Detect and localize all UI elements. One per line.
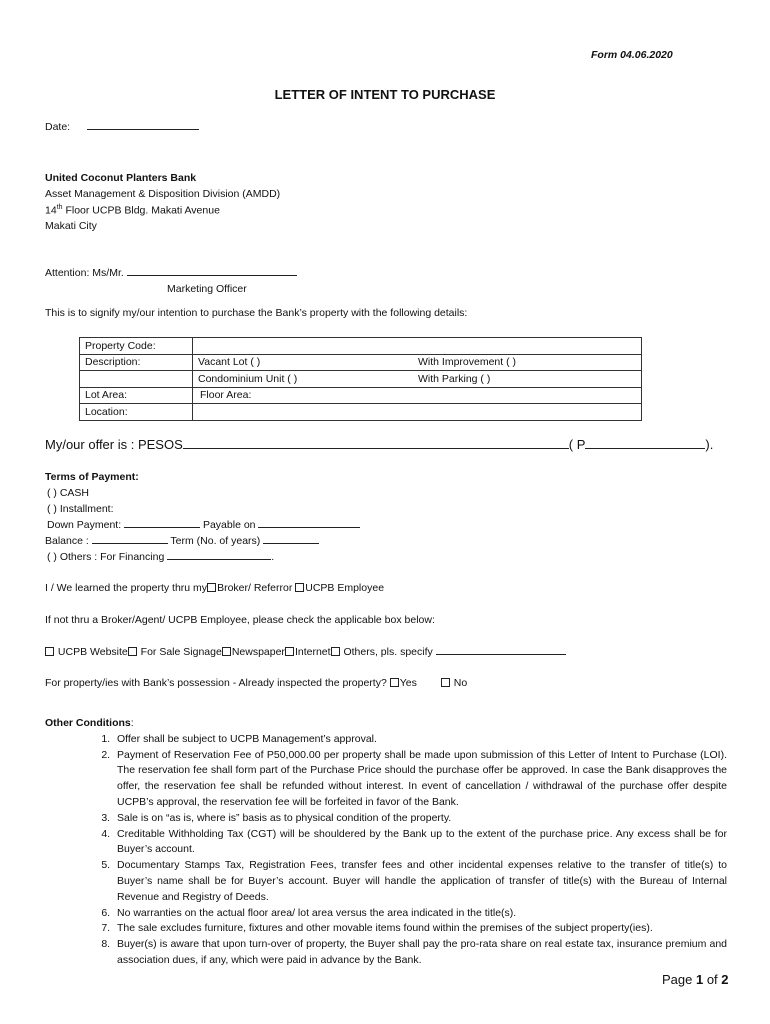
page-word: Page [662, 972, 696, 987]
others-checkbox[interactable] [331, 647, 340, 656]
with-improvement-option[interactable]: With Improvement ( ) [413, 354, 642, 371]
intro-text: This is to signify my/our intention to purchase the Bank’s property with the following details: [45, 307, 468, 319]
yes-label: Yes [399, 677, 417, 689]
other-conditions-heading: Other Conditions [45, 717, 131, 729]
property-code-field[interactable] [193, 338, 642, 355]
no-label: No [450, 677, 468, 689]
form-number: Form 04.06.2020 [591, 49, 673, 61]
vacant-lot-option[interactable]: Vacant Lot ( ) [193, 354, 414, 371]
offer-label: My/our offer is : PESOS [45, 437, 183, 452]
description-label: Description: [80, 354, 193, 371]
others-label: ( ) Others : For Financing [47, 551, 168, 563]
property-code-label: Property Code: [80, 338, 193, 355]
internet-checkbox[interactable] [285, 647, 294, 656]
condition-item: 4. Creditable Withholding Tax (CGT) will be shouldered by the Bank up to the extent of the purchase price. Any excess shall be for Buyer’s account. [113, 827, 727, 859]
floor-sup: th [56, 204, 63, 211]
conditions-list [45, 732, 727, 969]
balance-row [45, 534, 319, 547]
payable-on-field[interactable] [258, 518, 360, 528]
condition-item: 2. Payment of Reservation Fee of P50,000.00 per property shall be made upon submission of this Letter of Intent to Purchase (LOI). The reservation fee shall form part of the Purchase Price should the purchase offer be approved. In case the Bank disapproves the offer, the reservation fee shall be refunded without interest. In event of cancellation / withdrawal of the purchase offer despite UCPB’s approval, the reservation fee will be forfeited in favor of the Bank. [113, 748, 727, 811]
other-conditions-colon: : [130, 717, 134, 729]
possession-row [45, 677, 467, 689]
possession-question: For property/ies with Bank’s possession - Already inspected the property? [45, 677, 390, 689]
others-specify-field[interactable] [436, 645, 566, 655]
offer-close: ). [705, 437, 714, 452]
term-field[interactable] [263, 534, 319, 544]
page-total: 2 [721, 972, 729, 987]
website-checkbox[interactable] [45, 647, 54, 656]
term-label: Term (No. of years) [167, 535, 264, 547]
internet-label: Internet [294, 646, 331, 658]
no-checkbox[interactable] [441, 678, 450, 687]
down-payment-field[interactable] [124, 518, 200, 528]
floor-area-label[interactable]: Floor Area: [193, 387, 642, 404]
terms-heading: Terms of Payment: [45, 471, 139, 483]
down-payment-label: Down Payment: [47, 519, 125, 531]
condition-item: 1. Offer shall be subject to UCPB Management’s approval. [113, 732, 727, 748]
floor-rest: Floor UCPB Bldg. Makati Avenue [62, 204, 220, 217]
condition-item: 7. The sale excludes furniture, fixtures and other movable items found within the premises of the subject property(ies). [113, 921, 727, 937]
employee-checkbox[interactable] [295, 583, 304, 592]
employee-label: UCPB Employee [305, 582, 385, 594]
others-source-label: Others, pls. specify [340, 646, 436, 658]
balance-label: Balance : [45, 535, 92, 547]
date-row [45, 120, 199, 133]
payable-on-label: Payable on [200, 519, 259, 531]
yes-checkbox[interactable] [390, 678, 399, 687]
page-number [662, 972, 729, 987]
condition-item: 5. Documentary Stamps Tax, Registration Fees, transfer fees and other incidental expenses relative to the transfer of title(s) to Buyer’s name shall be for Buyer’s account. Buyer will handle the application of transfer of title(s) with the Bureau of Internal Revenue and Registry of Deeds. [113, 858, 727, 905]
page-current: 1 [695, 972, 704, 987]
attention-label: Attention: Ms/Mr. [45, 267, 127, 279]
broker-checkbox[interactable] [207, 583, 216, 592]
condition-item: 8. Buyer(s) is aware that upon turn-over of property, the Buyer shall pay the pro-rata share on real estate tax, insurance premium and association dues, if any, which were paid in advance by the Bank. [113, 937, 727, 969]
description-blank [80, 371, 193, 388]
floor-number: 14 [45, 204, 57, 217]
city: Makati City [45, 220, 97, 232]
sources-row [45, 645, 566, 658]
page-title: LETTER OF INTENT TO PURCHASE [274, 87, 496, 102]
other-conditions [45, 716, 727, 969]
others-row [47, 550, 274, 563]
location-field[interactable] [193, 404, 642, 421]
attention-row [45, 266, 297, 279]
broker-label: Broker/ Referror [217, 582, 296, 594]
newspaper-checkbox[interactable] [222, 647, 231, 656]
with-parking-option[interactable]: With Parking ( ) [413, 371, 642, 388]
date-label: Date: [45, 121, 71, 133]
offer-p-label: ( P [568, 437, 586, 452]
learned-prefix: I / We learned the property thru my [45, 582, 208, 594]
terms-cash[interactable]: ( ) CASH [47, 487, 89, 499]
of-word: of [703, 972, 722, 987]
location-label: Location: [80, 404, 193, 421]
attention-position: Marketing Officer [167, 283, 247, 295]
offer-p-field[interactable] [585, 437, 705, 449]
down-payment-row [47, 518, 360, 531]
not-thru-text: If not thru a Broker/Agent/ UCPB Employee, please check the applicable box below: [45, 614, 435, 626]
condominium-unit-option[interactable]: Condominium Unit ( ) [193, 371, 414, 388]
terms-installment[interactable]: ( ) Installment: [47, 503, 114, 515]
offer-pesos-field[interactable] [183, 437, 569, 449]
website-label: UCPB Website [55, 646, 128, 658]
division: Asset Management & Disposition Division (AMDD) [45, 188, 281, 200]
attention-field[interactable] [127, 266, 297, 276]
date-field[interactable] [87, 120, 199, 130]
condition-item: 3. Sale is on “as is, where is” basis as to physical condition of the property. [113, 811, 727, 827]
others-end: . [271, 551, 275, 563]
signage-label: For Sale Signage [137, 646, 222, 658]
bank-name: United Coconut Planters Bank [45, 172, 197, 184]
signage-checkbox[interactable] [128, 647, 137, 656]
property-table [79, 337, 642, 421]
offer-row [45, 437, 713, 452]
balance-field[interactable] [92, 534, 168, 544]
lot-area-label: Lot Area: [80, 387, 193, 404]
newspaper-label: Newspaper [231, 646, 285, 658]
financing-field[interactable] [167, 550, 271, 560]
learned-row [45, 582, 384, 594]
address-line [45, 204, 220, 217]
condition-item: 6. No warranties on the actual floor area/ lot area versus the area indicated in the title(s). [113, 906, 727, 922]
